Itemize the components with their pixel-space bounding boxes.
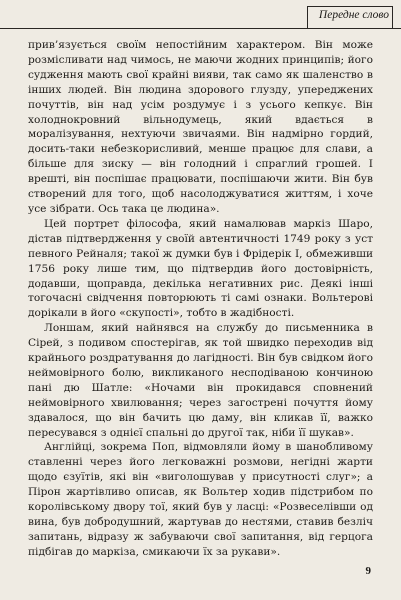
page-number: 9 — [365, 565, 371, 577]
running-header-title: Передне слово — [318, 9, 389, 21]
paragraph-1: прив’язується своїм непостійним характером. Він може розмісливати над чимось, не маючи жодних принципів; його судження мають свої крайні вияви, так само як шаленство в інших людей. Він людина здорового глузду, упереджених почуттів, він над усім роздумує і з усього кепкує. Він холоднокровний вільнодумець, який вдається в моралізування, нехтуючи звичаями. Він надмірно гордий, досить-таки небезкорисливий, менше працює для слави, а більше для зиску — він голодний і спраглий грошей. І врешті, він поспішає працювати, поспішаючи жити. Він був створений для того, щоб насолоджуватися життям, і хоче усе зібрати. Ось така це людина». — [28, 39, 373, 215]
running-header — [0, 0, 401, 30]
paragraph-2: Цей портрет філософа, який намалював маркіз Шаро, дістав підтвердження у своїй автентичності 1749 року з уст певного Рейналя; такої ж думки був і Фрідерік І, обмеживши 1756 року лише тим, що підтвердив його достовірність, додавши, щоправда, декілька негативних рис. Деякі інші тогочасні свідчення повторюють ті самі ознаки. Вольтерові дорікали в його «скупості», тобто в жадібності. — [28, 217, 373, 320]
body-text — [28, 38, 373, 560]
header-rule — [0, 28, 401, 29]
paragraph-3: Лоншам, який найнявся на службу до письменника в Сірей, з подивом спостерігав, як той швидко переходив від крайнього роздратування до лагідності. Він був свідком його неймовірного болю, викликаного несподіваною кончиною пані дю Шатле: «Ночами він прокидався сповнений неймовірного хвилювання; через загострені почуття йому здавалося, що він бачить цю даму, він кликав її, важко пересувався з однієї спальні до другої так, ніби її шукав». — [28, 322, 373, 439]
paragraph-4: Англійці, зокрема Поп, відмовляли йому в шанобливому ставленні через його легковажні розмови, негідні жарти щодо єзуїтів, які він «виголошував у присутності слуг»; а Пірон жартівливо описав, як Вольтер ходив підстрибом по королівському двору тої, який був у ласці: «Розвеселівши од вина, був добродушний, жартував до нестями, ставив безліч запитань, відразу ж забуваючи свої запитання, від герцога підбігав до маркіза, смикаючи їх за рукави». — [28, 441, 373, 558]
